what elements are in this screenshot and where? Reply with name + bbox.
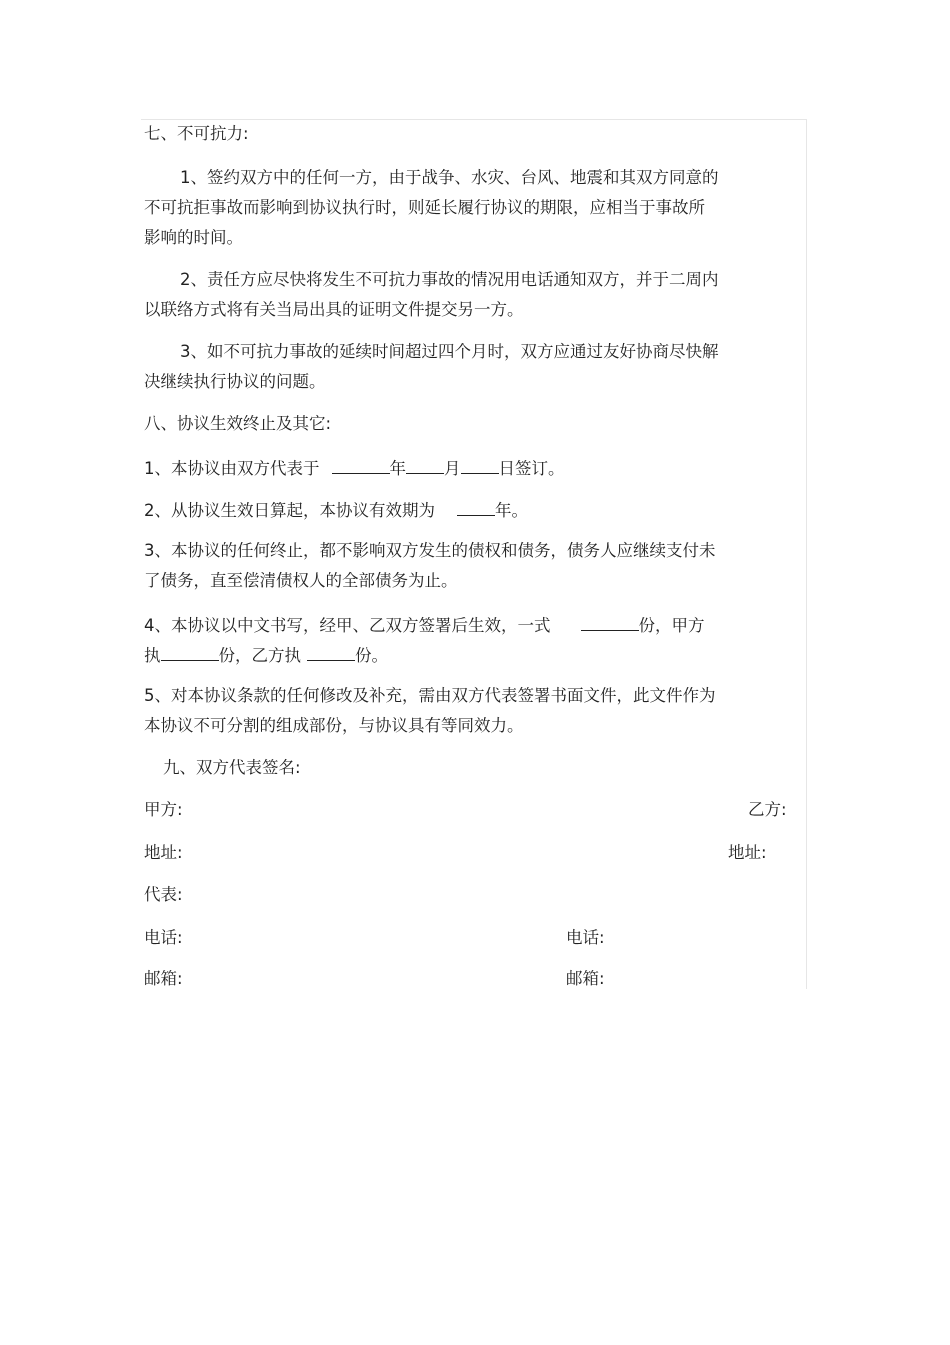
section8-item1-day: 日签订。 (498, 459, 565, 478)
validity-years-blank[interactable] (457, 499, 495, 516)
section7-heading: 七、不可抗力: (144, 124, 249, 143)
section8-item1-year: 年 (389, 459, 406, 478)
section8-item4-line2 (144, 644, 388, 666)
section8-item5-line2: 本协议不可分割的组成部份，与协议具有等同效力。 (144, 716, 524, 735)
section8-heading: 八、协议生效终止及其它: (144, 414, 332, 433)
section9-heading: 九、双方代表签名: (163, 758, 301, 777)
date-month-blank[interactable] (406, 457, 444, 474)
section8-item4-prefix: 4、本协议以中文书写，经甲、乙双方签署后生效，一式 (144, 616, 551, 635)
section7-item1-line3: 影响的时间。 (144, 228, 243, 247)
address-a-label: 地址: (144, 843, 183, 862)
section7-item1-line1: 1、签约双方中的任何一方，由于战争、水灾、台风、地震和其双方同意的 (180, 168, 719, 187)
section8-item2 (144, 499, 528, 521)
total-copies-blank[interactable] (581, 614, 639, 631)
date-year-blank[interactable] (332, 457, 390, 474)
section8-item3-line2: 了债务，直至偿清债权人的全部债务为止。 (144, 571, 458, 590)
section8-item1 (144, 457, 565, 479)
section8-item4-copies: 份，甲方 (638, 616, 705, 635)
party-a-copies-blank[interactable] (161, 644, 219, 661)
section8-item2-suffix: 年。 (495, 501, 528, 520)
representative-label: 代表: (144, 885, 183, 904)
section8-item4-party-a-exec: 执 (144, 646, 161, 665)
section8-item1-month: 月 (444, 459, 461, 478)
section8-item4-line1 (144, 614, 705, 636)
phone-b-label: 电话: (566, 928, 605, 947)
phone-a-label: 电话: (144, 928, 183, 947)
email-b-label: 邮箱: (566, 969, 605, 988)
address-b-label: 地址: (728, 843, 767, 862)
section8-item1-prefix: 1、本协议由双方代表于 (144, 459, 320, 478)
party-a-label: 甲方: (144, 800, 183, 819)
section8-item4-party-b-copies: 份。 (355, 646, 388, 665)
section8-item2-prefix: 2、从协议生效日算起，本协议有效期为 (144, 501, 435, 520)
section7-item2-line1: 2、责任方应尽快将发生不可抗力事故的情况用电话通知双方，并于二周内 (180, 270, 719, 289)
email-a-label: 邮箱: (144, 969, 183, 988)
section7-item1-line2: 不可抗拒事故而影响到协议执行时，则延长履行协议的期限，应相当于事故所 (144, 198, 705, 217)
section8-item5-line1: 5、对本协议条款的任何修改及补充，需由双方代表签署书面文件，此文件作为 (144, 686, 716, 705)
party-b-label: 乙方: (748, 800, 787, 819)
section8-item3-line1: 3、本协议的任何终止，都不影响双方发生的债权和债务，债务人应继续支付未 (144, 541, 716, 560)
date-day-blank[interactable] (461, 457, 499, 474)
section7-item3-line2: 决继续执行协议的问题。 (144, 372, 326, 391)
party-b-copies-blank[interactable] (307, 644, 355, 661)
section8-item4-party-a-copies: 份，乙方执 (218, 646, 301, 665)
section7-item2-line2: 以联络方式将有关当局出具的证明文件提交另一方。 (144, 300, 524, 319)
section7-item3-line1: 3、如不可抗力事故的延续时间超过四个月时，双方应通过友好协商尽快解 (180, 342, 719, 361)
